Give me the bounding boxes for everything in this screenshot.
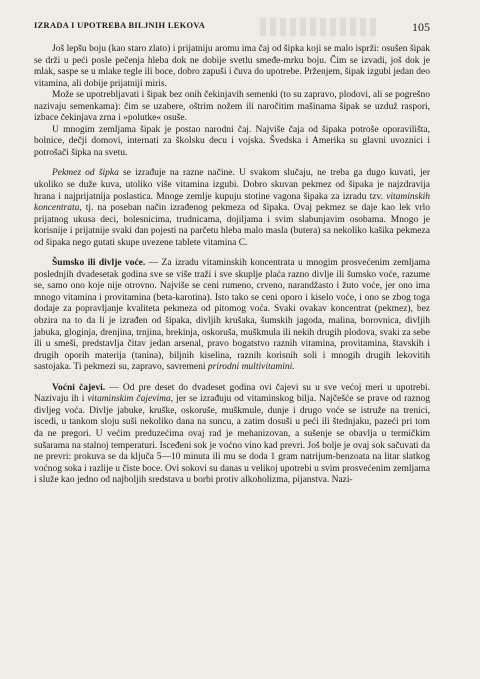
paragraph-sumsko-voce — [34, 258, 430, 373]
page-number: 105 — [412, 20, 430, 34]
paragraph-text: jer se izrađuju od vitaminskog bilja. Najčešće se prave od raznog divljeg voća. Divlje jabuke, kruške, oskoruše, muškmule, dunje i drugo voće se istruže na trenici, iscedi, u tankom sloju suši nekoliko dana na suncu, a zatim dosuši u peći ili štednjaku, pazeći pri tom da ne pregori. U većim preduzećima ovaj rad je mehanizovan, a sušenje se obavlja u termičkim sušarama na stalnoj temperaturi. Isceđeni sok je voćno vino kad prevri. Još bolje je ovaj sok sačuvati da ne prevri: prokuva se da ključa 5—10 minuta ili mu se doda 1 gram natrijum-benzoata na litar slatkog voćnog soka i razlije u čiste boce. Ovi sokovi su danas u velikoj upotrebi u svim prosvećenim zemljama i služe kao jedno od najboljih sredstava u borbi protiv alkoholizma, pijanstva. Nazi- — [34, 394, 430, 486]
paragraph-pekmez — [34, 168, 430, 249]
paragraph-text: — Za izradu vitaminskih koncentrata u mnogim prosvećenim zemljama poslednjih dvadesetak godina sve se više traži i sve skuplje plaća razno divlje ili šumsko voće, razume se, samo ono koje nije otrovno. Najviše se ceni rumeno, crveno, narandžasto i žuto voće, jer ono ima mnogo vitamina i provitamina (beta-karotina). Isto tako se ceni oporo i kiselo voće, i ono se zbog toga dodaje za popravljanje kvaliteta pekmeza od pitomog voća. Svaki ovakav koncentrat (pekmez), bez obzira na to da li je izrađen od šipaka, divljih krušaka, šumskih jagoda, malina, borovnica, divljih jabuka, gloginja, drenjina, trnjina, brekinja, oskoruša, muškmula ili nekih drugih plodova, svaki za sebe ili u smeši, predstavlja čitav jedan arsenal, pravo bogatstvo raznih vitamina, provitamina, štavskih i drugih oporih materija (tanina), biljnih kiselina, raznih korisnih soli i mnogih drugih lekovitih sastojaka. Ti pekmezi su, zapravo, savremeni — [34, 258, 430, 373]
paragraph: U mnogim zemljama šipak je postao narodni čaj. Najviše čaja od šipaka potroše oporavilišta, bolnice, dečji domovi, internati za školsku decu i vojska. Švedska i Amerika su glavni uvoznici i potrošači šipka na svetu. — [34, 124, 430, 158]
paragraph-text: se izrađuje na razne načine. U svakom slučaju, ne treba ga dugo kuvati, jer ukoliko se duže kuva, utoliko više vitamina izgubi. Dobro skuvan pekmez od šipaka je najzdravija hrana i najprijatnija poslastica. Mnoge zemlje kupuju stotine vagona šipaka za izradu tzv. — [34, 168, 430, 202]
running-header: IZRADA I UPOTREBA BILJNIH LEKOVA — [34, 21, 206, 30]
paragraph-text: tj. na poseban način izrađenog pekmeza od šipaka. Ovaj pekmez se daje kao lek vrlo prijatnog ukusa deci, bolesnicima, trudnicama, dojiljama i svim slabunjavim osobama. Mnogo je korisnije i prijatnije svaki dan pojesti na parčetu hleba malo masla (butera) sa nekoliko kašika pekmeza od šipaka nego gutati skupe uvezene tablete vitamina C. — [34, 203, 430, 248]
section-lead: Šumsko ili divlje voće. — [52, 258, 146, 269]
emphasis-term: prirodni multivitamini. — [207, 362, 295, 373]
section-lead: Voćni čajevi. — [52, 382, 106, 393]
emphasis-term: vitaminskim čajevima, — [87, 394, 174, 405]
paragraph: Može se upotrebljavati i šipak bez onih čekinjavih semenki (to su zapravo, plodovi, ali se pogrešno nazivaju semenkama): čim se uzabere, oštrim nožem ili naročitim mašinama šipak se uzduž raspori, izbace čekinjava zrna i »polutke« osuše. — [34, 90, 430, 124]
body-text — [34, 44, 430, 487]
emphasis-term: vitaminskih koncentrata, — [34, 191, 430, 214]
emphasis-term: Pekmez od šipka — [52, 168, 119, 179]
paragraph-text: — Od pre deset do dvadeset godina ovi čajevi su u sve većoj meri u upotrebi. Nazivaju ih i — [34, 382, 430, 405]
paragraph: Još lepšu boju (kao staro zlato) i prijatniju aromu ima čaj od šipka koji se malo isprži: osušen šipak se drži u peći posle pečenja hleba dok ne dobije svetlu smeđe-mrku boju. Čim se izvadi, još dok je mlak, saspe se u mlake tegle ili boce, dobro zapuši i čuva do upotrebe. Prženjem, šipak izgubi jedan deo vitamina, ali dobije prijatniji miris. — [34, 44, 430, 89]
bleed-through-text — [260, 18, 380, 36]
paragraph-vocni-cajevi — [34, 383, 430, 487]
